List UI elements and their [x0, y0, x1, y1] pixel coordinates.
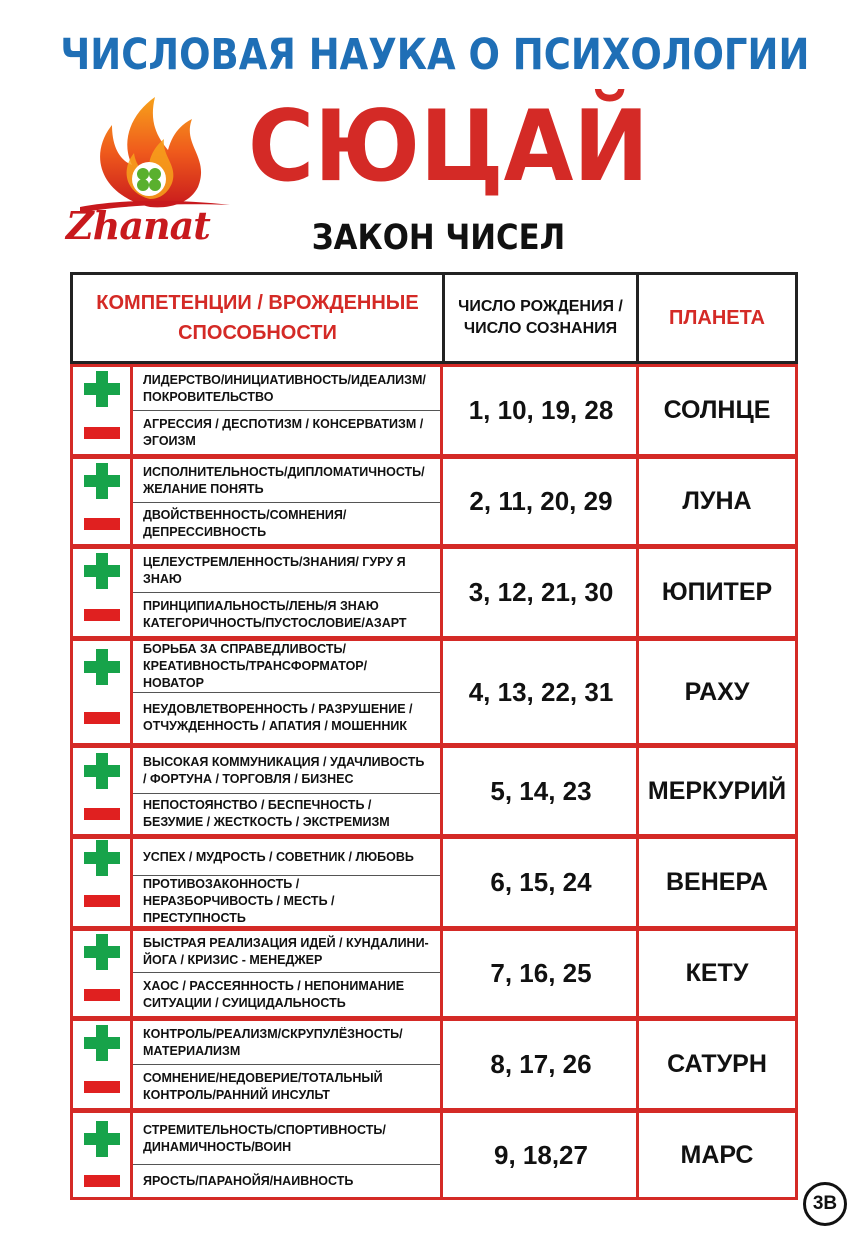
positive-traits: ИСПОЛНИТЕЛЬНОСТЬ/ДИПЛОМАТИЧНОСТЬ/ ЖЕЛАНИЕ ПОНЯТЬ — [133, 459, 440, 503]
negative-traits: НЕПОСТОЯНСТВО / БЕСПЕЧНОСТЬ / БЕЗУМИЕ / ЖЕСТКОСТЬ / ЭКСТРЕМИЗМ — [143, 798, 390, 829]
planet-name: ЛУНА — [682, 487, 752, 515]
plus-icon — [84, 1025, 120, 1061]
negative-traits: ЯРОСТЬ/ПАРАНОЙЯ/НАИВНОСТЬ — [143, 1173, 354, 1188]
planet-name: СОЛНЦЕ — [663, 396, 771, 424]
birth-numbers: 8, 17, 26 — [446, 1021, 639, 1108]
page-number: 3В — [803, 1182, 847, 1226]
positive-traits: СТРЕМИТЕЛЬНОСТЬ/СПОРТИВНОСТЬ/ ДИНАМИЧНОСТЬ/ВОИН — [133, 1113, 440, 1165]
minus-icon — [84, 1175, 120, 1187]
minus-icon — [84, 1081, 120, 1093]
planet-name: ВЕНЕРА — [666, 868, 768, 896]
minus-icon — [84, 427, 120, 439]
plus-icon — [84, 371, 120, 407]
column-header-competencies: КОМПЕТЕНЦИИ / ВРОЖДЕННЫЕ СПОСОБНОСТИ — [73, 275, 445, 361]
plus-icon — [84, 1121, 120, 1157]
sign-icons — [73, 367, 133, 454]
birth-numbers: 9, 18,27 — [446, 1113, 639, 1197]
birth-numbers: 4, 13, 22, 31 — [446, 641, 639, 743]
negative-traits: АГРЕССИЯ / ДЕСПОТИЗМ / КОНСЕРВАТИЗМ / ЭГОИЗМ — [143, 416, 424, 448]
logo-text: Zhanat — [66, 203, 210, 248]
sign-icons — [73, 459, 133, 544]
plus-icon — [84, 753, 120, 789]
planet-name: КЕТУ — [685, 959, 749, 987]
negative-traits: ПРИНЦИПИАЛЬНОСТЬ/ЛЕНЬ/Я ЗНАЮ КАТЕГОРИЧНОСТЬ/ПУСТОСЛОВИЕ/АЗАРТ — [143, 598, 407, 630]
negative-traits: ХАОС / РАССЕЯННОСТЬ / НЕПОНИМАНИЕ СИТУАЦИИ / СУИЦИДАЛЬНОСТЬ — [143, 978, 405, 1010]
plus-icon — [84, 934, 120, 970]
negative-traits: ПРОТИВОЗАКОННОСТЬ / НЕРАЗБОРЧИВОСТЬ / МЕСТЬ / ПРЕСТУПНОСТЬ — [143, 876, 335, 925]
sign-icons — [73, 549, 133, 636]
table-row — [70, 836, 798, 929]
positive-traits: КОНТРОЛЬ/РЕАЛИЗМ/СКРУПУЛЁЗНОСТЬ/ МАТЕРИАЛИЗМ — [133, 1021, 440, 1065]
traits-cell — [133, 1021, 443, 1108]
positive-traits: УСПЕХ / МУДРОСТЬ / СОВЕТНИК / ЛЮБОВЬ — [133, 839, 440, 876]
plus-icon — [84, 649, 120, 685]
planet-name: МЕРКУРИЙ — [647, 776, 787, 805]
minus-icon — [84, 895, 120, 907]
table-row — [70, 745, 798, 837]
positive-traits: БОРЬБА ЗА СПРАВЕДЛИВОСТЬ/ КРЕАТИВНОСТЬ/ТРАНСФОРМАТОР/ НОВАТОР — [133, 641, 440, 693]
table-row — [70, 1018, 798, 1111]
traits-cell — [133, 549, 443, 636]
planet-name: РАХУ — [684, 677, 750, 706]
positive-traits: ЛИДЕРСТВО/ИНИЦИАТИВНОСТЬ/ИДЕАЛИЗМ/ ПОКРОВИТЕЛЬСТВО — [133, 367, 440, 411]
planet-name: САТУРН — [667, 1050, 767, 1078]
birth-numbers: 1, 10, 19, 28 — [446, 367, 639, 454]
sign-icons — [73, 1113, 133, 1197]
planet-name: МАРС — [680, 1140, 754, 1169]
table-row — [70, 638, 798, 746]
planet-name: ЮПИТЕР — [661, 578, 773, 606]
negative-traits: СОМНЕНИЕ/НЕДОВЕРИЕ/ТОТАЛЬНЫЙ КОНТРОЛЬ/РАННИЙ ИНСУЛЬТ — [143, 1070, 383, 1102]
birth-numbers: 5, 14, 23 — [446, 748, 639, 834]
traits-cell — [133, 748, 443, 834]
traits-cell — [133, 641, 443, 743]
birth-numbers: 2, 11, 20, 29 — [446, 459, 639, 544]
positive-traits: ВЫСОКАЯ КОММУНИКАЦИЯ / УДАЧЛИВОСТЬ / ФОРТУНА / ТОРГОВЛЯ / БИЗНЕС — [133, 748, 440, 794]
minus-icon — [84, 808, 120, 820]
subtitle: ЗАКОН ЧИСЕЛ — [311, 218, 566, 258]
minus-icon — [84, 712, 120, 724]
top-title: ЧИСЛОВАЯ НАУКА О ПСИХОЛОГИИ — [60, 30, 810, 80]
sign-icons — [73, 748, 133, 834]
column-header-planet: ПЛАНЕТА — [668, 306, 766, 329]
birth-numbers: 7, 16, 25 — [446, 931, 639, 1016]
birth-numbers: 6, 15, 24 — [446, 839, 639, 926]
negative-traits: НЕУДОВЛЕТВОРЕННОСТЬ / РАЗРУШЕНИЕ / ОТЧУЖДЕННОСТЬ / АПАТИЯ / МОШЕННИК — [143, 702, 413, 733]
traits-cell — [133, 931, 443, 1016]
table-row — [70, 364, 798, 457]
plus-icon — [84, 463, 120, 499]
table-row — [70, 928, 798, 1019]
minus-icon — [84, 609, 120, 621]
traits-cell — [133, 367, 443, 454]
positive-traits: ЦЕЛЕУСТРЕМЛЕННОСТЬ/ЗНАНИЯ/ ГУРУ Я ЗНАЮ — [133, 549, 440, 593]
positive-traits: БЫСТРАЯ РЕАЛИЗАЦИЯ ИДЕЙ / КУНДАЛИНИ-ЙОГА / КРИЗИС - МЕНЕДЖЕР — [133, 931, 440, 973]
main-title: СЮЦАЙ — [248, 90, 649, 204]
traits-cell — [133, 459, 443, 544]
table-row — [70, 1110, 798, 1200]
sign-icons — [73, 641, 133, 743]
column-header-numbers: ЧИСЛО РОЖДЕНИЯ / ЧИСЛО СОЗНАНИЯ — [445, 275, 639, 361]
table-row — [70, 456, 798, 547]
minus-icon — [84, 989, 120, 1001]
sign-icons — [73, 1021, 133, 1108]
birth-numbers: 3, 12, 21, 30 — [446, 549, 639, 636]
minus-icon — [84, 518, 120, 530]
traits-cell — [133, 1113, 443, 1197]
plus-icon — [84, 553, 120, 589]
table-header — [70, 272, 798, 364]
traits-cell — [133, 839, 443, 926]
plus-icon — [84, 840, 120, 876]
sign-icons — [73, 931, 133, 1016]
sign-icons — [73, 839, 133, 926]
table-row — [70, 546, 798, 639]
negative-traits: ДВОЙСТВЕННОСТЬ/СОМНЕНИЯ/ ДЕПРЕССИВНОСТЬ — [143, 507, 347, 539]
